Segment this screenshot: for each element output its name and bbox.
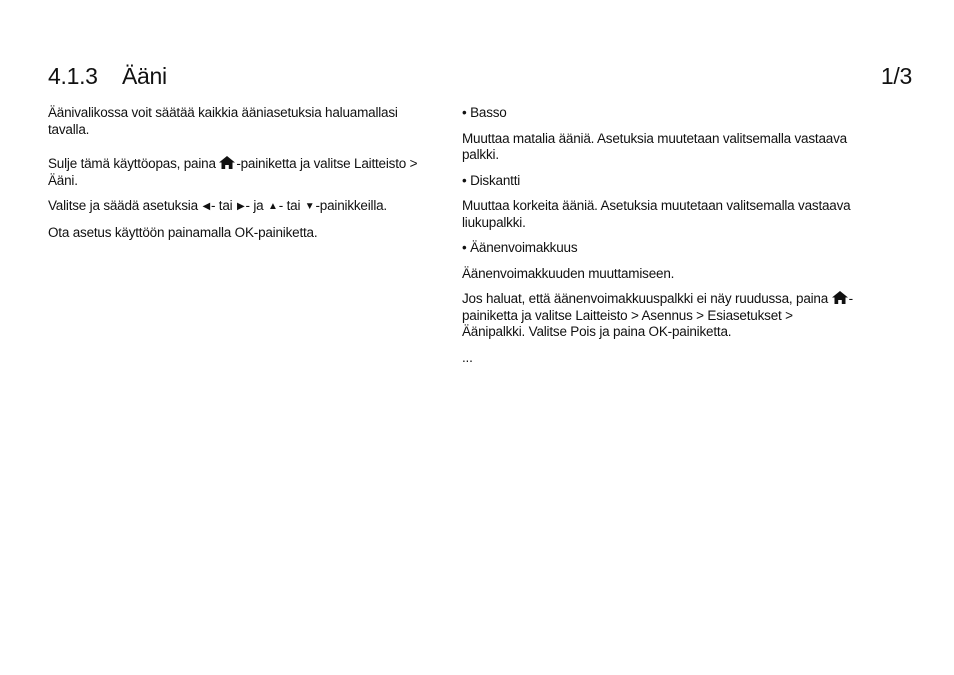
- bass-description: Muuttaa matalia ääniä. Asetuksia muutetaan valitsemalla vastaava palkki.: [462, 130, 847, 162]
- close-guide-paragraph: [48, 156, 418, 189]
- adjust-text-1: Valitse ja säädä asetuksia: [48, 198, 202, 213]
- treble-heading: • Diskantti: [462, 172, 521, 188]
- volume-description: Äänenvoimakkuuden muuttamiseen.: [462, 265, 675, 281]
- page-header: [48, 60, 912, 94]
- left-arrow-icon: ◀: [202, 201, 210, 212]
- close-guide-text-before: Sulje tämä käyttöopas, paina: [48, 156, 220, 171]
- section-number: 4.1.3: [48, 63, 98, 89]
- home-icon: [832, 291, 848, 304]
- volume-bar-text-after: -painiketta ja valitse Laitteisto > Asennus > Esiasetukset > Äänipalkki. Valitse Pois ja paina OK-painiketta.: [462, 291, 853, 339]
- adjust-paragraph: [48, 198, 418, 216]
- bass-heading: • Basso: [462, 105, 507, 120]
- up-arrow-icon: ▲: [268, 201, 278, 212]
- adjust-text-2: - tai: [210, 198, 237, 213]
- adjust-text-4: - tai: [278, 198, 304, 213]
- adjust-text-5: -painikkeilla.: [315, 198, 387, 213]
- page-indicator: 1/3: [880, 63, 912, 89]
- adjust-text-3: - ja: [245, 198, 268, 213]
- home-icon: [219, 156, 235, 169]
- left-column: [48, 105, 418, 250]
- page-title: Ääni: [122, 63, 167, 89]
- right-column: [462, 105, 857, 375]
- treble-description: Muuttaa korkeita ääniä. Asetuksia muutetaan valitsemalla vastaava liukupalkki.: [462, 198, 851, 230]
- activate-paragraph: Ota asetus käyttöön painamalla OK-painiketta.: [48, 224, 318, 240]
- volume-bar-text-before: Jos haluat, että äänenvoimakkuuspalkki ei näy ruudussa, paina: [462, 291, 832, 306]
- intro-paragraph: Äänivalikossa voit säätää kaikkia ääniasetuksia haluamallasi tavalla.: [48, 105, 398, 137]
- right-arrow-icon: ▶: [237, 201, 245, 212]
- volume-heading: • Äänenvoimakkuus: [462, 240, 578, 255]
- continuation-ellipsis: ...: [462, 349, 473, 365]
- volume-bar-paragraph: [462, 291, 857, 341]
- down-arrow-icon: ▼: [304, 201, 315, 212]
- close-guide-text-after: -painiketta ja valitse Laitteisto > Ääni.: [48, 156, 418, 188]
